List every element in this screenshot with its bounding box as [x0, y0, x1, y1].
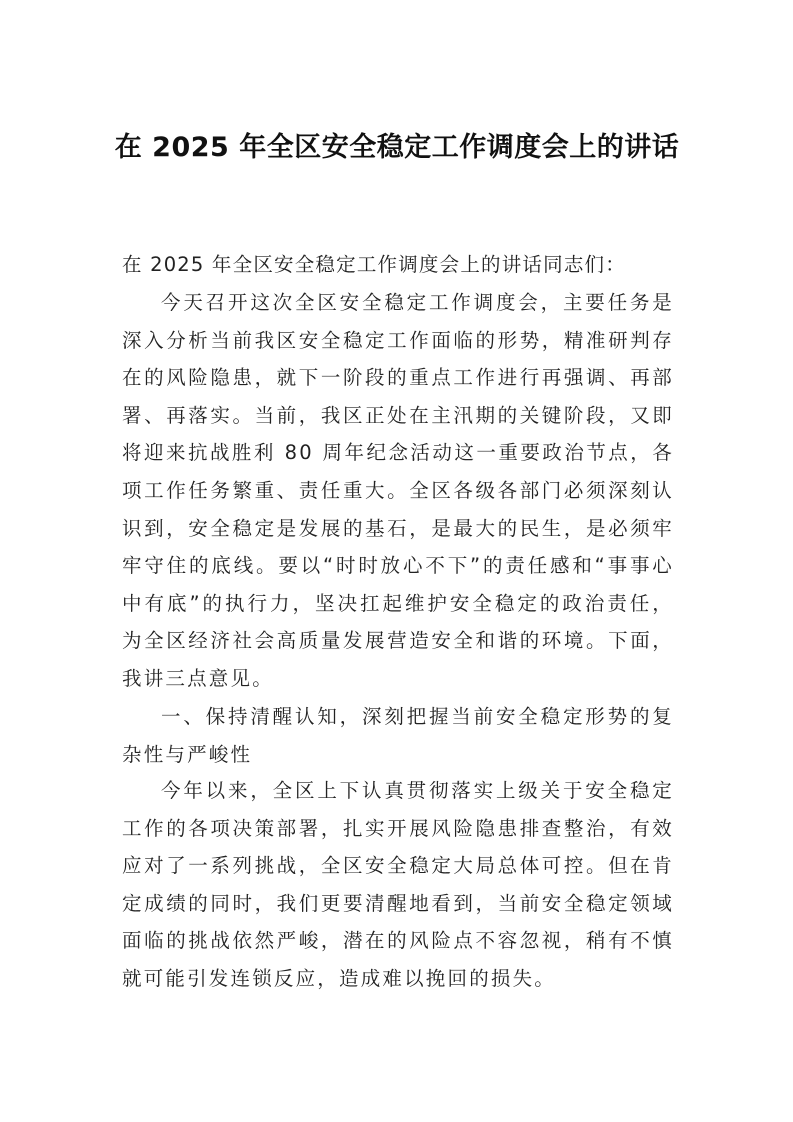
- greeting-line: 在 2025 年全区安全稳定工作调度会上的讲话同志们：: [122, 253, 626, 276]
- document-title: 在 2025 年全区安全稳定工作调度会上的讲话: [114, 132, 680, 163]
- section-heading: 一、保持清醒认知，深刻把握当前安全稳定形势的复杂性与严峻性: [122, 705, 674, 766]
- intro-paragraph: 今天召开这次全区安全稳定工作调度会，主要任务是深入分析当前我区安全稳定工作面临的形势，精准研判存在的风险隐患，就下一阶段的重点工作进行再强调、再部署、再落实。当前，我区正处在主汛期的关键阶段，又即将迎来抗战胜利 80 周年纪念活动这一重要政治节点，各项工作任务繁重、责任重大。全区各级各部门必须深刻认识到，安全稳定是发展的基石，是最大的民生，是必须牢牢守住的底线。要以“时时放心不下”的责任感和“事事心中有底”的执行力，坚决扛起维护安全稳定的政治责任，为全区经济社会高质量发展营造安全和谐的环境。下面，我讲三点意见。: [122, 291, 674, 690]
- section-paragraph: 今年以来，全区上下认真贯彻落实上级关于安全稳定工作的各项决策部署，扎实开展风险隐患排查整治，有效应对了一系列挑战，全区安全稳定大局总体可控。但在肯定成绩的同时，我们更要清醒地看到，当前安全稳定领域面临的挑战依然严峻，潜在的风险点不容忽视，稍有不慎就可能引发连锁反应，造成难以挽回的损失。: [122, 779, 674, 990]
